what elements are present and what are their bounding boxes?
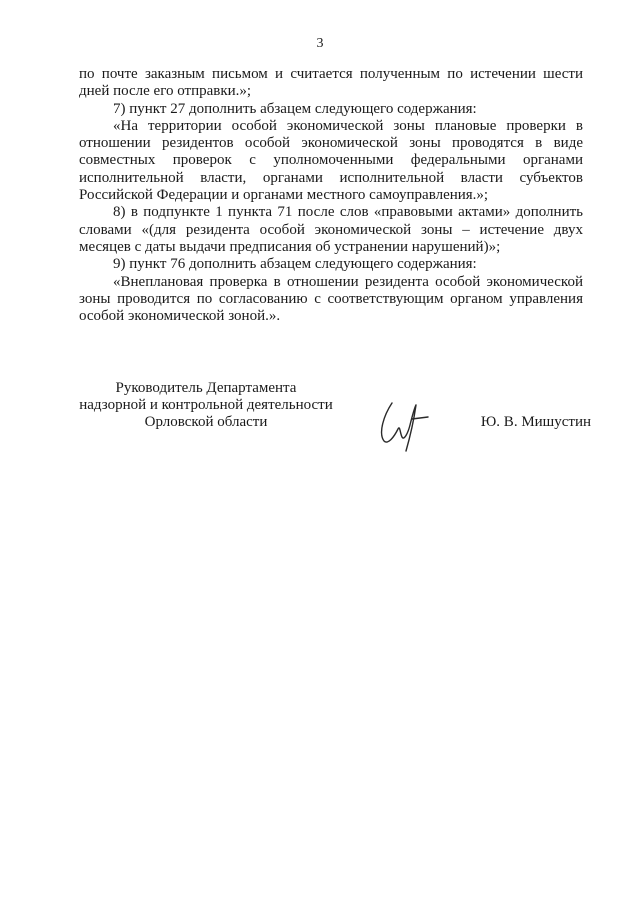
page-number: 3 <box>316 36 324 51</box>
paragraph-item-8: 8) в подпункте 1 пункта 71 после слов «правовыми актами» дополнить словами «(для резидента особой экономической зоны – истечение двух месяцев с даты выдачи предписания об устранении нарушений)»; <box>79 204 583 255</box>
signatory-title <box>68 380 344 431</box>
paragraph-continuation: по почте заказным письмом и считается полученным по истечении шести дней после его отправки.»; <box>79 66 583 100</box>
signatory-title-line: надзорной и контрольной деятельности <box>79 397 333 413</box>
document-body <box>79 66 583 325</box>
paragraph-item-7: 7) пункт 27 дополнить абзацем следующего содержания: <box>113 100 477 117</box>
signatory-title-line: Руководитель Департамента <box>115 380 297 396</box>
paragraph-item-9: 9) пункт 76 дополнить абзацем следующего содержания: <box>113 256 477 273</box>
paragraph-quote-76: «Внеплановая проверка в отношении резидента особой экономической зоны проводится по согласованию с соответствующим органом управления особой экономической зоной.». <box>79 273 583 325</box>
signatory-title-line: Орловской области <box>144 414 268 430</box>
paragraph-quote-27: «На территории особой экономической зоны плановые проверки в отношении резидентов особой экономической зоны проводятся в виде совместных проверок с уполномоченными федеральными органами исполнительной власти, органами исполнительной власти субъектов Российской Федерации и органами местного самоуправления.»; <box>79 117 583 204</box>
signer-name: Ю. В. Мишустин <box>480 414 591 430</box>
